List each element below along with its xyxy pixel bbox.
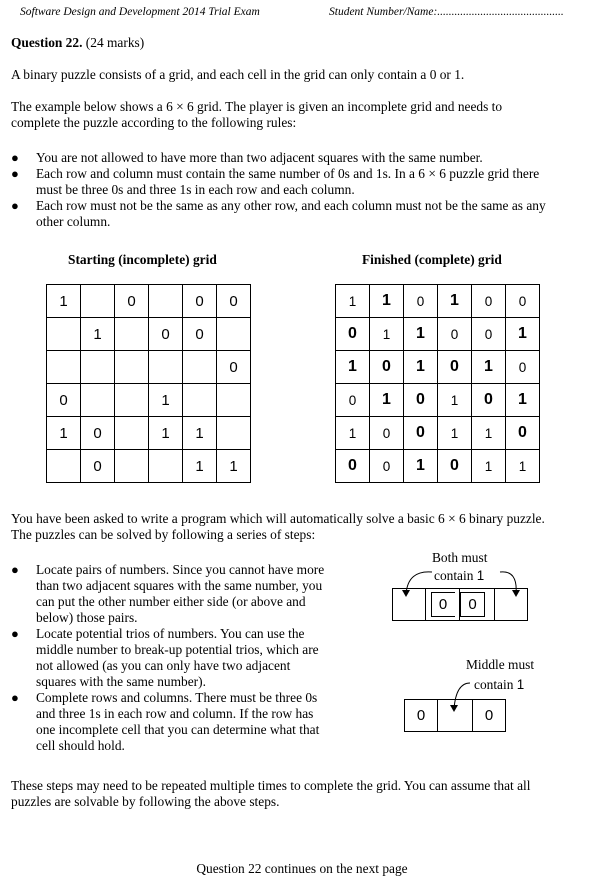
step-line: one incomplete cell that you can determine what that: [36, 722, 320, 737]
pairs-diagram: [392, 550, 542, 630]
start-grid-cell: 0: [115, 285, 149, 318]
start-grid-cell: [183, 351, 217, 384]
finish-grid-cell: 0: [370, 450, 404, 483]
start-grid-cell: [115, 384, 149, 417]
step-line: not allowed (as you can only have two adjacent: [36, 658, 291, 673]
rule-text: [36, 166, 539, 198]
start-grid-cell: [81, 384, 115, 417]
program-text: [11, 511, 596, 543]
step-line: Locate pairs of numbers. Since you cannot have more: [36, 562, 325, 577]
start-grid-cell: [115, 417, 149, 450]
finish_grid-row: [336, 285, 540, 318]
header-right: Student Number/Name:............................................: [329, 6, 564, 18]
finish-grid-cell: 1: [336, 351, 370, 384]
finish-grid-cell: 0: [438, 351, 472, 384]
finish-grid-cell: 0: [438, 450, 472, 483]
finish-grid-cell: 1: [506, 384, 540, 417]
start-grid-cell: 1: [183, 450, 217, 483]
example-line: complete the puzzle according to the following rules:: [11, 115, 297, 130]
rule-line: Each row must not be the same as any other row, and each column must not be the same as any: [36, 198, 546, 213]
start-grid-cell: 1: [47, 285, 81, 318]
start-grid-cell: 1: [149, 417, 183, 450]
finish-grid-cell: 0: [506, 417, 540, 450]
finish-grid-cell: 1: [370, 318, 404, 351]
finish-grid-cell: 0: [472, 384, 506, 417]
diagram-digit: 1: [516, 677, 525, 692]
finish_grid-row: [336, 450, 540, 483]
example-line: The example below shows a 6 × 6 grid. The player is given an incomplete grid and needs to: [11, 99, 503, 114]
diagram-cell-group: [426, 588, 460, 621]
start-grid-cell: 0: [183, 318, 217, 351]
finish-grid-cell: 1: [506, 450, 540, 483]
diagram-label: Middle must: [466, 657, 535, 672]
finish-grid-cell: 0: [336, 384, 370, 417]
bullet-icon: ●: [11, 166, 19, 181]
finish-grid-cell: 1: [506, 318, 540, 351]
start-grid-cell: 1: [47, 417, 81, 450]
step-line: Complete rows and columns. There must be three 0s: [36, 690, 318, 705]
program-line: You have been asked to write a program which will automatically solve a basic 6 × 6 binary puzzle.: [11, 511, 545, 526]
start-grid-cell: [81, 285, 115, 318]
start-grid-cell: 0: [81, 417, 115, 450]
start-grid-cell: [47, 351, 81, 384]
footer-text: Question 22 continues on the next page: [196, 861, 408, 876]
diagram-cell: [494, 588, 528, 621]
finish-grid-cell: 1: [404, 450, 438, 483]
start-grid-cell: 0: [217, 351, 251, 384]
start_grid-row: [47, 285, 251, 318]
finish-grid-cell: 1: [438, 384, 472, 417]
finish-grid-cell: 1: [336, 417, 370, 450]
start-grid-cell: [149, 351, 183, 384]
diagram-label-text: contain: [474, 677, 514, 692]
diagram-digit: 1: [476, 568, 485, 583]
start-grid-cell: [47, 318, 81, 351]
start-grid-cell: 0: [217, 285, 251, 318]
start-grid-cell: 0: [149, 318, 183, 351]
finish-grid-cell: 0: [370, 351, 404, 384]
step-text: [36, 562, 324, 626]
finish-grid-cell: 1: [404, 318, 438, 351]
start-grid: [46, 284, 251, 483]
rule-item: [0, 150, 600, 166]
start-grid-cell: 1: [217, 450, 251, 483]
start-grid-title: Starting (incomplete) grid: [68, 252, 217, 267]
finish_grid-row: [336, 384, 540, 417]
finish-grid-cell: 0: [472, 285, 506, 318]
diagram-cell: 0: [431, 592, 455, 617]
step-line: cell should hold.: [36, 738, 125, 753]
finish-grid-cell: 1: [370, 384, 404, 417]
closing-line: puzzles are solvable by following the above steps.: [11, 794, 280, 809]
header-left: Software Design and Development 2014 Trial Exam: [20, 6, 260, 18]
finish-grid-cell: 1: [472, 417, 506, 450]
rule-line: must be three 0s and three 1s in each row and each column.: [36, 182, 355, 197]
question-marks: (24 marks): [85, 35, 145, 50]
start-grid-cell: [47, 450, 81, 483]
finish-grid-cell: 1: [370, 285, 404, 318]
step-line: and three 1s in each row and column. If the row has: [36, 706, 314, 721]
rules-list: [0, 150, 600, 230]
rule-line: other column.: [36, 214, 111, 229]
trios-diagram: [404, 657, 554, 737]
finish-grid-cell: 0: [336, 318, 370, 351]
finish-grid-cell: 1: [472, 351, 506, 384]
start-grid-cell: [183, 384, 217, 417]
intro-text: A binary puzzle consists of a grid, and each cell in the grid can only contain a 0 or 1.: [11, 67, 465, 82]
finish-grid-cell: 1: [438, 285, 472, 318]
start-grid-cell: [115, 450, 149, 483]
example-text: [11, 99, 596, 131]
start-grid-cell: [217, 318, 251, 351]
rule-text: You are not allowed to have more than two adjacent squares with the same number.: [36, 150, 483, 165]
step-line: Locate potential trios of numbers. You can use the: [36, 626, 305, 641]
start-grid-cell: 1: [183, 417, 217, 450]
steps-list: [0, 562, 360, 754]
closing-line: These steps may need to be repeated multiple times to complete the grid. You can assume that all: [11, 778, 531, 793]
question-title: [11, 35, 596, 51]
step-text: [36, 690, 319, 754]
finish_grid-row: [336, 351, 540, 384]
finish_grid-row: [336, 417, 540, 450]
finish-grid-cell: 0: [336, 450, 370, 483]
diagram-cell: 0: [460, 592, 485, 617]
step-line: middle number to break-up potential trios, which are: [36, 642, 319, 657]
start-grid-cell: [115, 351, 149, 384]
start-grid-cell: [149, 285, 183, 318]
finish-grid-cell: 1: [438, 417, 472, 450]
finish-grid-cell: 0: [404, 417, 438, 450]
rule-item: [0, 198, 600, 230]
finish-grid-cell: 0: [506, 285, 540, 318]
finish-grid-cell: 0: [472, 318, 506, 351]
start-grid-cell: 0: [183, 285, 217, 318]
start-grid-cell: [81, 351, 115, 384]
start-grid-cell: 0: [47, 384, 81, 417]
start-grid-cell: [217, 384, 251, 417]
pairs-cells: [392, 588, 528, 621]
start_grid-row: [47, 417, 251, 450]
rule-item: [0, 166, 600, 198]
question-number: Question 22.: [11, 35, 83, 50]
start-grid-cell: [149, 450, 183, 483]
bullet-icon: ●: [11, 150, 19, 165]
diagram-cell-group: [460, 588, 494, 621]
step-item: [0, 626, 360, 690]
diagram-cell: [438, 699, 472, 732]
diagram-cell: 0: [472, 699, 506, 732]
bullet-icon: ●: [11, 562, 19, 577]
start_grid-row: [47, 318, 251, 351]
start-grid-cell: [115, 318, 149, 351]
start-grid-cell: 0: [81, 450, 115, 483]
step-item: [0, 562, 360, 626]
finish-grid-cell: 1: [336, 285, 370, 318]
finish-grid-cell: 0: [438, 318, 472, 351]
finish_grid-row: [336, 318, 540, 351]
diagram-cell: 0: [404, 699, 438, 732]
bullet-icon: ●: [11, 198, 19, 213]
bullet-icon: ●: [11, 690, 19, 705]
start_grid-row: [47, 384, 251, 417]
trios-cells: [404, 699, 506, 732]
diagram-label: Both must: [432, 550, 488, 565]
finish-grid-cell: 0: [370, 417, 404, 450]
finish-grid: [335, 284, 540, 483]
step-item: [0, 690, 360, 754]
step-line: squares with the same number).: [36, 674, 206, 689]
finish-grid-cell: 0: [506, 351, 540, 384]
step-text: [36, 626, 319, 690]
program-line: The puzzles can be solved by following a series of steps:: [11, 527, 316, 542]
start-grid-cell: 1: [149, 384, 183, 417]
finish-grid-cell: 0: [404, 285, 438, 318]
diagram-cell: [392, 588, 426, 621]
rule-line: Each row and column must contain the same number of 0s and 1s. In a 6 × 6 puzzle grid there: [36, 166, 540, 181]
start-grid-cell: 1: [81, 318, 115, 351]
bullet-icon: ●: [11, 626, 19, 641]
step-line: than two adjacent squares with the same number, you: [36, 578, 323, 593]
step-line: can put the other number either side (or above and: [36, 594, 306, 609]
start-grid-cell: [217, 417, 251, 450]
step-line: below) those pairs.: [36, 610, 138, 625]
closing-text: [11, 778, 596, 810]
finish-grid-cell: 1: [472, 450, 506, 483]
diagram-label-text: contain: [434, 568, 474, 583]
finish-grid-cell: 1: [404, 351, 438, 384]
finish-grid-cell: 0: [404, 384, 438, 417]
rule-text: [36, 198, 546, 230]
finish-grid-title: Finished (complete) grid: [362, 252, 502, 267]
start_grid-row: [47, 351, 251, 384]
start_grid-row: [47, 450, 251, 483]
